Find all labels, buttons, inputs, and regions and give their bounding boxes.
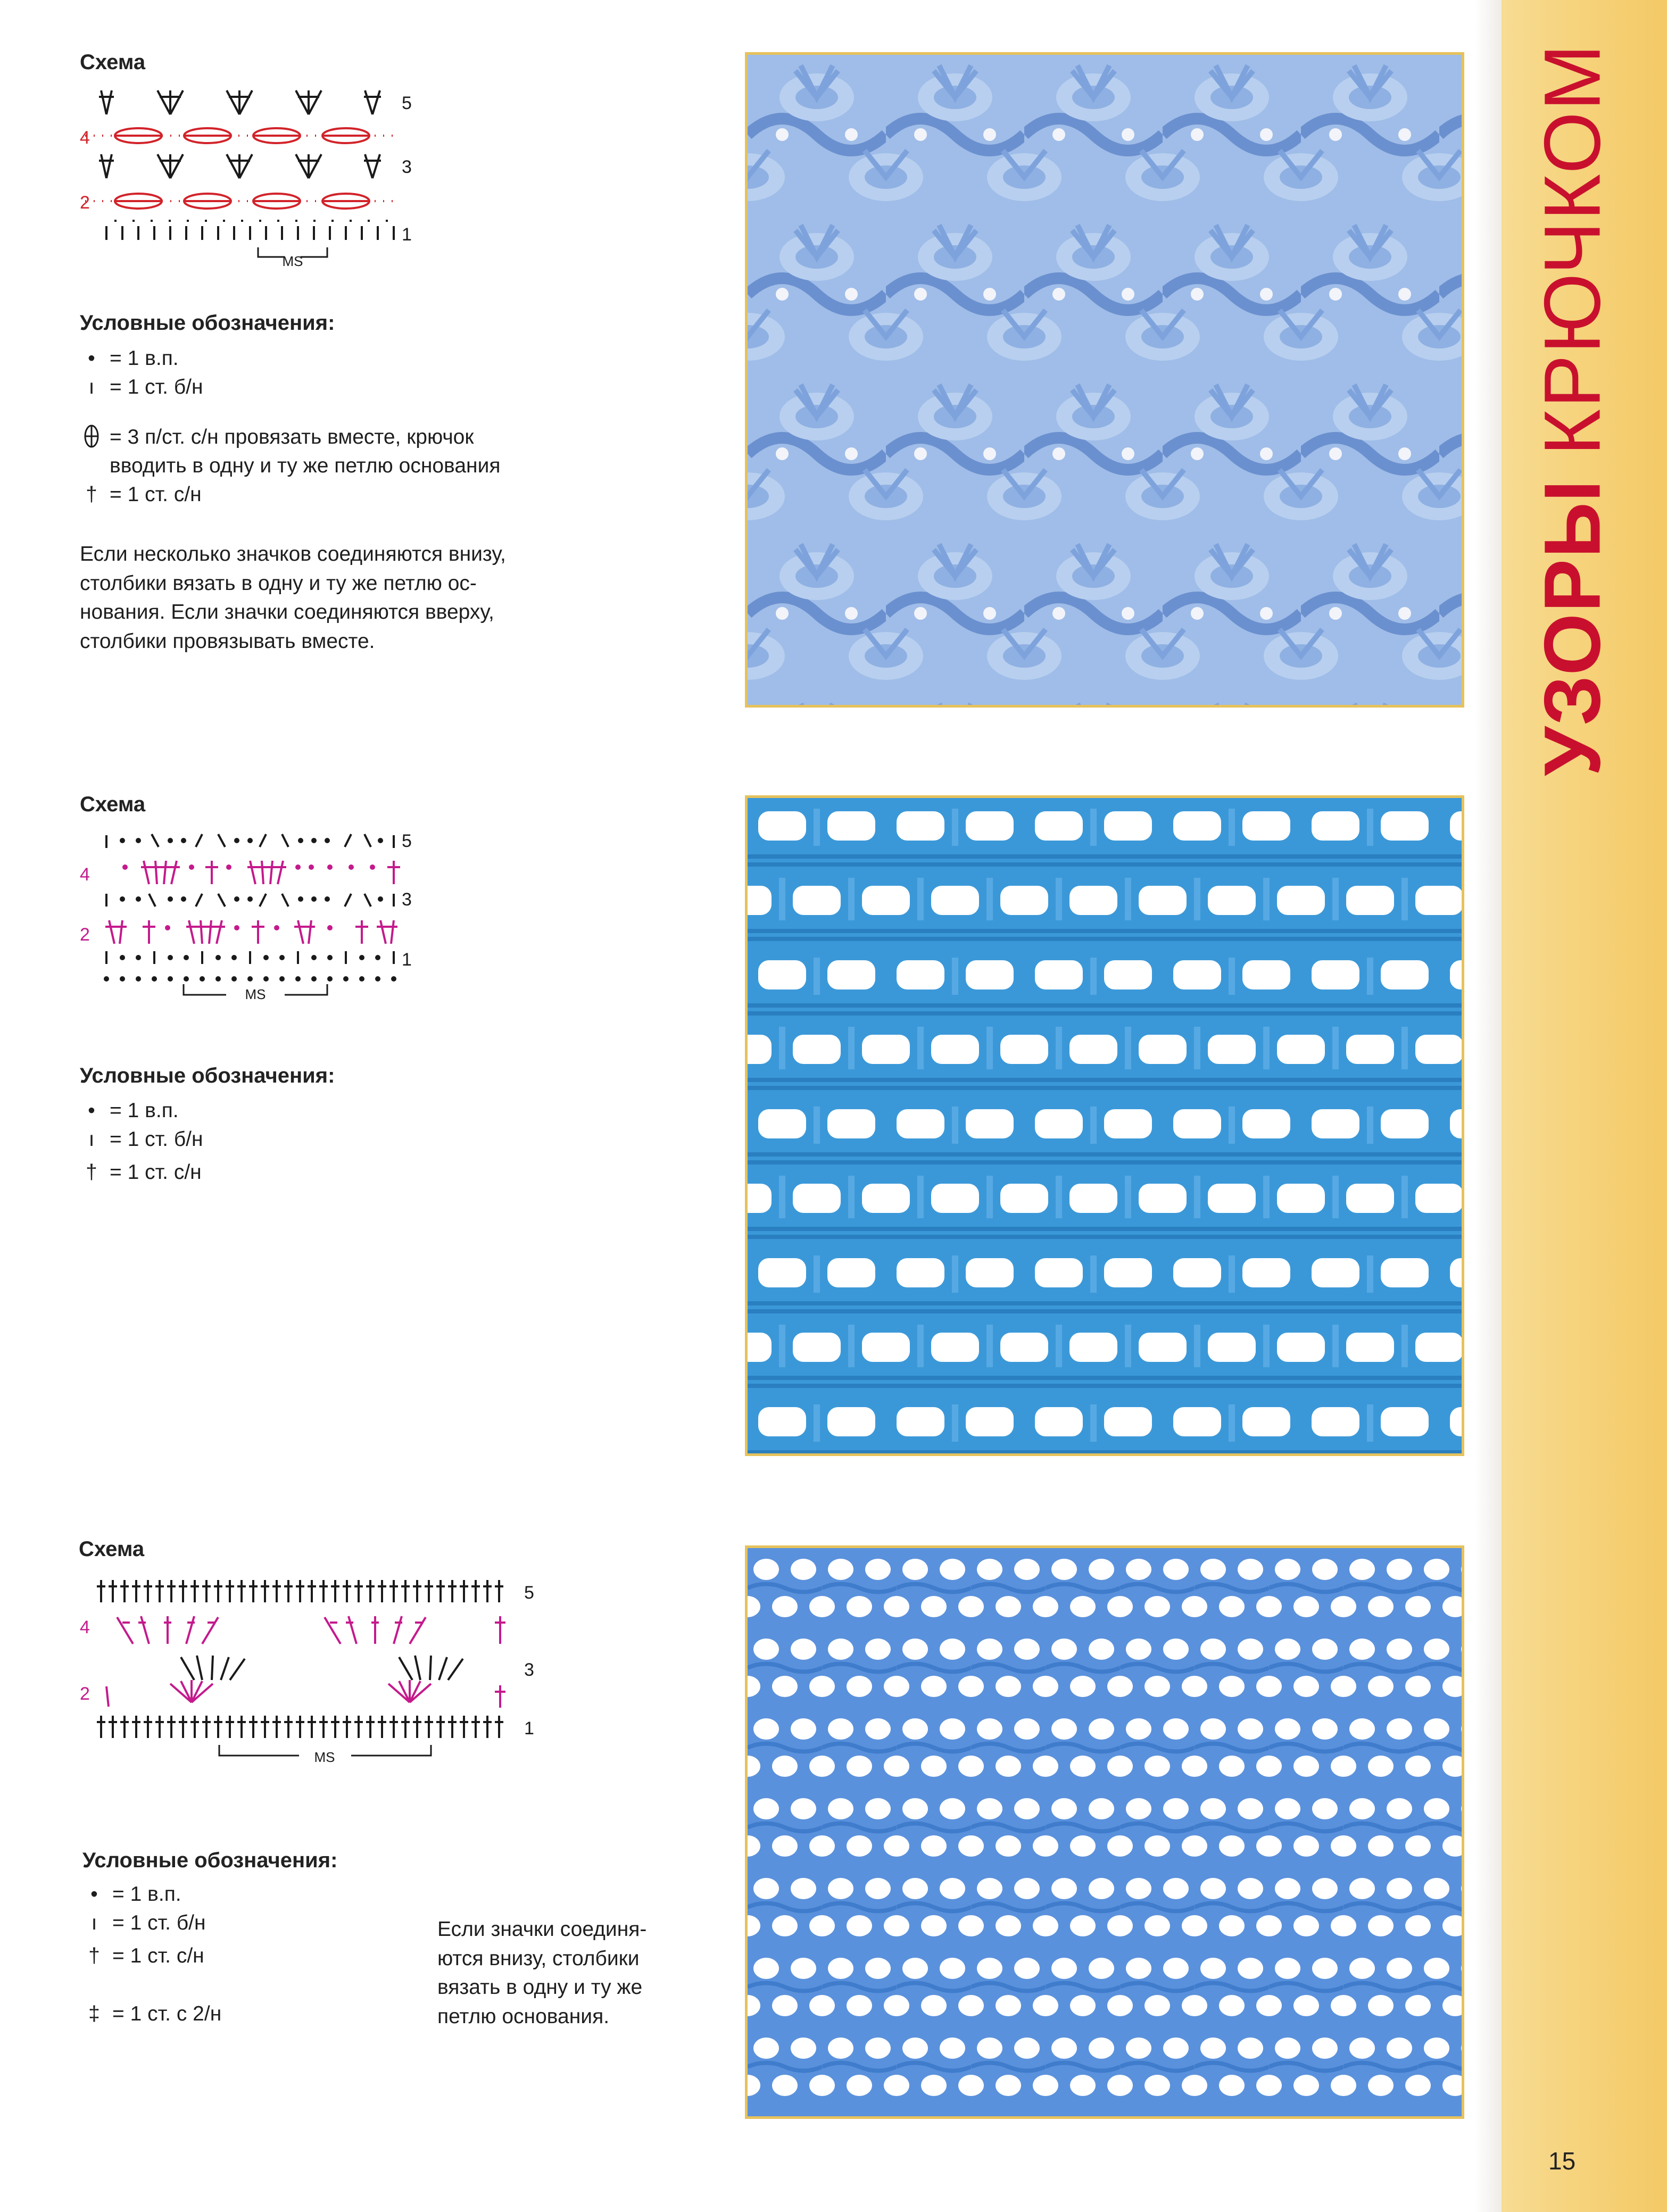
row3-fans xyxy=(181,1656,463,1680)
chart-diagram-2 xyxy=(74,825,436,1016)
row2 xyxy=(105,920,397,944)
row1-dc xyxy=(97,1716,503,1738)
ms-label: MS xyxy=(314,1749,335,1765)
row-number-3: 3 xyxy=(402,157,412,177)
row2-shells xyxy=(106,1680,505,1708)
row-number-4: 4 xyxy=(80,864,90,885)
puff-icon xyxy=(80,423,103,458)
row3 xyxy=(106,894,394,907)
row3-clusters xyxy=(99,154,381,178)
side-title-light: КРЮЧКОМ xyxy=(1527,43,1617,456)
row-number-3: 3 xyxy=(402,889,412,910)
row-number-1: 1 xyxy=(524,1718,534,1739)
pattern-section-2: Схема 5 4 3 2 1 MS Условные обозначения: • = 1 в.п. ı = 1 ст. б/н † = 1 ст. с/н xyxy=(0,745,1490,1479)
dot-icon: • xyxy=(90,1883,98,1906)
tr-icon: ‡ xyxy=(88,2002,100,2025)
row-number-5: 5 xyxy=(524,1583,534,1603)
ms-label: MS xyxy=(245,986,266,1002)
note-text: Если несколько значков соединяются внизу, столбики вязать в одну и ту же петлю ос- нования. Если значки соединяются вверху, столбики провязывать вместе. xyxy=(80,543,506,653)
sample-photo-3 xyxy=(745,1545,1464,2119)
row-number-2: 2 xyxy=(80,193,90,213)
legend-title: Условные обозначения: xyxy=(82,1849,338,1872)
row-number-1: 1 xyxy=(402,950,412,970)
dc-icon: † xyxy=(86,1161,97,1184)
row5-dc xyxy=(97,1580,503,1602)
legend-title: Условные обозначения: xyxy=(80,311,335,335)
row4-fans xyxy=(117,1616,505,1644)
row-number-4: 4 xyxy=(80,128,90,148)
row5 xyxy=(106,834,394,848)
ms-label: MS xyxy=(282,253,303,269)
legend-title: Условные обозначения: xyxy=(80,1064,335,1087)
short-bar-icon: ı xyxy=(88,376,95,398)
row-number-5: 5 xyxy=(402,93,412,113)
note-text: Если значки соединя- ются внизу, столбики вязать в одну и ту же петлю основания. xyxy=(437,1918,647,2028)
row-number-2: 2 xyxy=(80,1684,90,1704)
schema-label: Схема xyxy=(80,793,146,816)
dot-icon: • xyxy=(88,1099,95,1122)
row4 xyxy=(123,861,400,884)
row1 xyxy=(105,951,395,980)
dc-icon: † xyxy=(86,483,97,506)
row-number-3: 3 xyxy=(524,1660,534,1680)
side-title xyxy=(1519,43,1625,776)
side-title-bold: УЗОРЫ xyxy=(1527,479,1617,776)
row-number-4: 4 xyxy=(80,1617,90,1637)
dot-icon: • xyxy=(88,347,95,370)
short-bar-icon: ı xyxy=(91,1911,97,1934)
schema-label: Схема xyxy=(79,1537,145,1561)
dc-icon: † xyxy=(88,1944,100,1967)
row2-puffs xyxy=(85,194,394,209)
row4-puffs xyxy=(85,128,394,143)
row1-bars xyxy=(106,221,394,240)
row5-clusters xyxy=(99,90,381,114)
short-bar-icon: ı xyxy=(88,1128,95,1151)
row-number-5: 5 xyxy=(402,831,412,851)
page-number: 15 xyxy=(1548,2147,1576,2175)
row-number-2: 2 xyxy=(80,925,90,945)
row-number-1: 1 xyxy=(402,224,412,245)
schema-label: Схема xyxy=(80,51,146,74)
sample-photo-2 xyxy=(745,795,1464,1456)
sample-photo-1 xyxy=(745,52,1464,708)
side-title-text xyxy=(1527,43,1619,776)
chart-diagram-3 xyxy=(74,1569,575,1772)
chart-diagram-1 xyxy=(74,85,436,277)
pattern-section-1: Схема 5 4 3 2 1 MS Условные обозначения: • = 1 в.п. ı = 1 ст. б/н = 3 п/ст. с/н провязать вместе, крючок вводить в одну и ту же петлю основания † = 1 ст. с/н Если несколько значков соединяются внизу, столбики вязать в одну и ту же петлю ос- нования. Если значки соединяются вверху, столбики провязывать вместе. xyxy=(0,0,1490,734)
pattern-section-3: Схема 5 4 3 2 1 MS Условные обозначения: • = 1 в.п. ı = 1 ст. б/н † = 1 ст. с/н ‡ = 1 ст. с 2/н Если значки соединя- ются внизу, столбики вязать в одну и ту же петлю основания. xyxy=(0,1495,1490,2212)
